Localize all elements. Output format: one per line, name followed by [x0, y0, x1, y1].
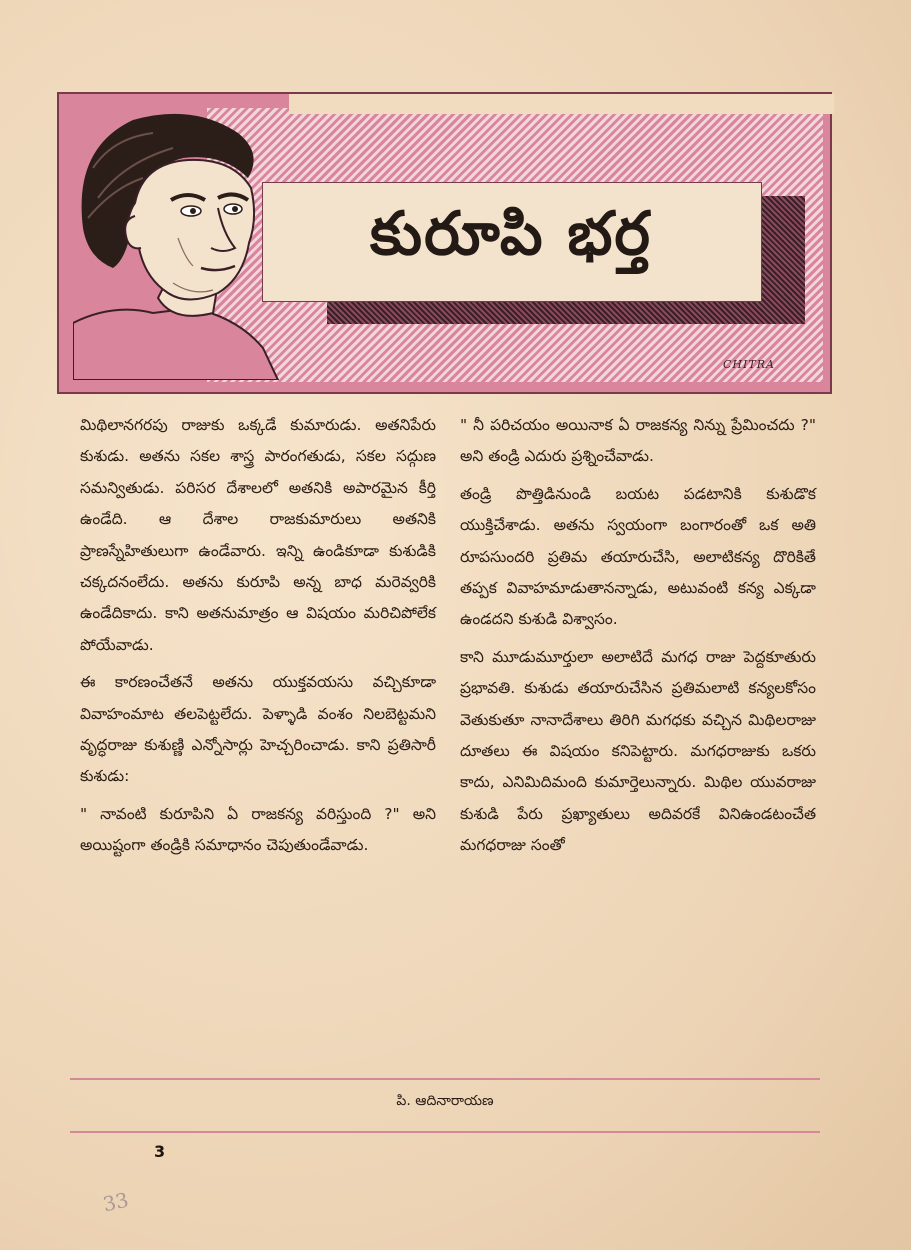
- story-header-banner: [57, 92, 832, 394]
- paragraph: మిథిలానగరపు రాజుకు ఒక్కడే కుమారుడు. అతనిపేరు కుశుడు. అతను సకల శాస్త్ర పారంగతుడు, సకల సద్గుణ సమన్వితుడు. పరిసర దేశాలలో అతనికి అపారమైన కీర్తి ఉండేది. ఆ దేశాల రాజకుమారులు అతనికి ప్రాణస్నేహితులుగా ఉండేవారు. ఇన్ని ఉండికూడా కుశుడికి చక్కదనంలేదు. అతను కురూపి అన్న బాధ మరెవ్వరికి ఉండేదికాదు. కాని అతనుమాత్రం ఆ విషయం మరిచిపోలేక పోయేవాడు.: [80, 416, 436, 654]
- paragraph: ఈ కారణంచేతనే అతను యుక్తవయసు వచ్చికూడా వివాహంమాట తలపెట్టలేదు. పెళ్ళాడి వంశం నిలబెట్టమని వృద్ధరాజు కుశుణ్ణి ఎన్నోసార్లు హెచ్చరించాడు. కాని ప్రతిసారీ కుశుడు:: [80, 673, 436, 786]
- paragraph: " నీ పరిచయం అయినాక ఏ రాజకన్య నిన్ను ప్రేమించదు ?" అని తండ్రి ఎదురు ప్రశ్నించేవాడు.: [460, 416, 816, 466]
- artist-signature: CHITRA: [723, 358, 775, 371]
- story-column-left: [80, 410, 436, 868]
- author-credit: పి. ఆదినారాయణ: [396, 1093, 494, 1109]
- paragraph: " నావంటి కురూపిని ఏ రాజకన్య వరిస్తుంది ?" అని అయిష్టంగా తండ్రికి సమాధానం చెపుతుండేవాడు.: [80, 804, 436, 855]
- handwritten-note: 33: [100, 1187, 131, 1217]
- paragraph: కాని మూడుమూర్తులా అలాటిదే మగధ రాజు పెద్దకూతురు ప్రభావతి. కుశుడు తయారుచేసిన ప్రతిమలాటి కన్యలకోసం వెతుకుతూ నానాదేశాలు తిరిగి మగధకు వచ్చిన మిథిలరాజు దూతలు ఈ విషయం కనిపెట్టారు. మగధరాజుకు ఒకరు కాదు, ఎనిమిదిమంది కుమార్తెలున్నారు. మిథిల యువరాజు కుశుడి పేరు ప్రఖ్యాతులు అదివరకే వినిఉండటంచేత మగధరాజు సంతో: [460, 647, 816, 855]
- banner-notch: [289, 94, 834, 114]
- footer-divider-bottom: [70, 1131, 820, 1133]
- page-number: 3: [154, 1142, 166, 1161]
- paragraph: తండ్రి పొత్తిడినుండి బయట పడటానికి కుశుడొక యుక్తిచేశాడు. అతను స్వయంగా బంగారంతో ఒక అతి రూపసుందరి ప్రతిమ తయారుచేసి, అలాటికన్య దొరికితే తప్పక వివాహమాడుతానన్నాడు, అటువంటి కన్య ఎక్కడా ఉండదని కుశుడి విశ్వాసం.: [460, 484, 816, 629]
- footer-divider-top: [70, 1078, 820, 1080]
- story-column-right: [460, 410, 816, 868]
- story-title: కురూపి భర్త: [369, 199, 652, 269]
